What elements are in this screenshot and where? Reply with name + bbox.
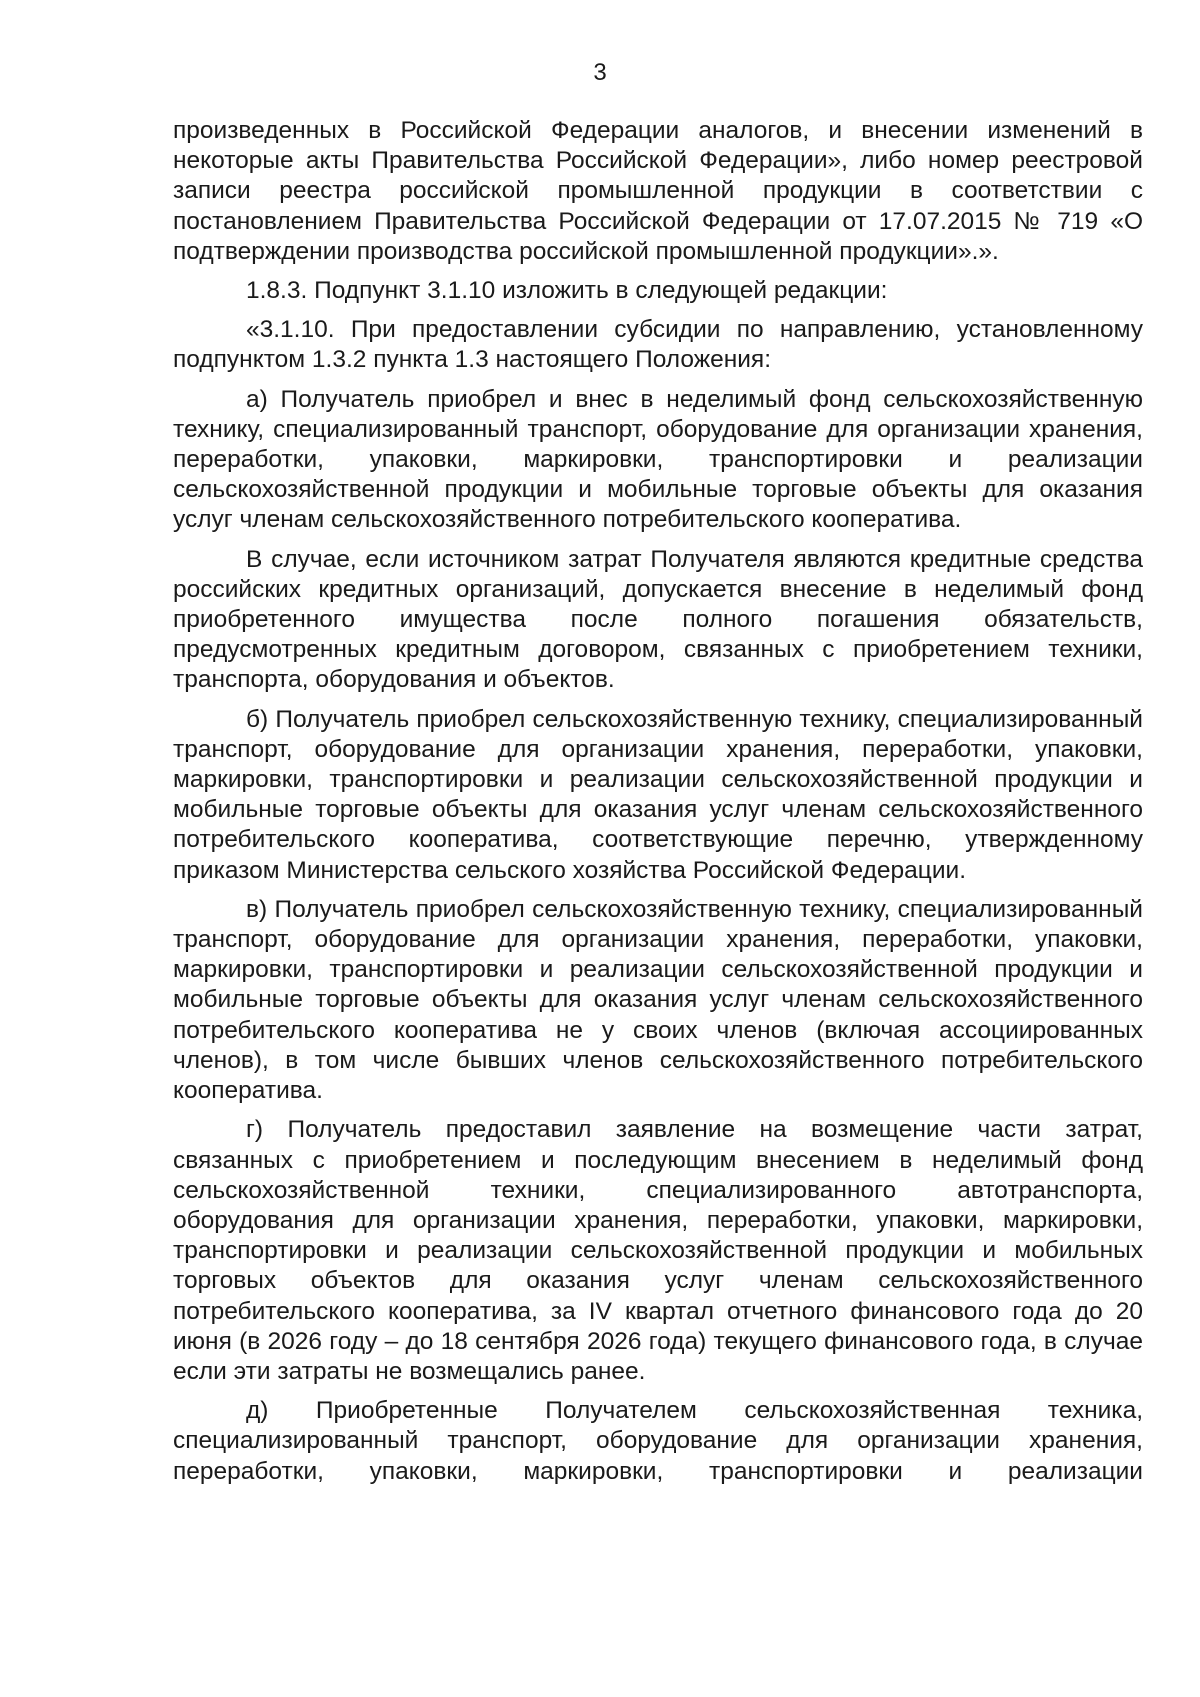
paragraph-item-a: а) Получатель приобрел и внес в неделимый фонд сельскохозяйственную технику, специализированный транспорт, оборудование для организации хранения, переработки, упаковки, маркировки, транспортировки и реализации сельскохозяйственной продукции и мобильные торговые объекты для оказания услуг членам сельскохозяйственного потребительского кооператива. — [173, 385, 1143, 534]
paragraph-item-b: б) Получатель приобрел сельскохозяйственную технику, специализированный транспорт, оборудование для организации хранения, переработки, упаковки, маркировки, транспортировки и реализации сельскохозяйственной продукции и мобильные торговые объекты для оказания услуг членам сельскохозяйственного потребительского кооператива, соответствующие перечню, утвержденному приказом Министерства сельского хозяйства Российской Федерации. — [173, 705, 1143, 884]
paragraph-item-d: д) Приобретенные Получателем сельскохозяйственная техника, специализированный транспорт, оборудование для организации хранения, переработки, упаковки, маркировки, транспортировки и реализации — [173, 1397, 1143, 1485]
paragraph-credit-case: В случае, если источником затрат Получателя являются кредитные средства российских кредитных организаций, допускается внесение в неделимый фонд приобретенного имущества после полного погашения обязательств, предусмотренных кредитным договором, связанных с приобретением техники, транспорта, оборудования и объектов. — [173, 545, 1143, 694]
document-body — [173, 116, 1143, 1487]
paragraph-continuation: произведенных в Российской Федерации аналогов, и внесении изменений в некоторые акты Правительства Российской Федерации», либо номер реестровой записи реестра российской промышленной продукции в соответствии с постановлением Правительства Российской Федерации от 17.07.2015 № 719 «О подтверждении производства российской промышленной продукции».». — [173, 117, 1143, 265]
paragraph-1-8-3: 1.8.3. Подпункт 3.1.10 изложить в следующей редакции: — [246, 277, 888, 305]
paragraph-item-v: в) Получатель приобрел сельскохозяйственную технику, специализированный транспорт, оборудование для организации хранения, переработки, упаковки, маркировки, транспортировки и реализации сельскохозяйственной продукции и мобильные торговые объекты для оказания услуг членам сельскохозяйственного потребительского кооператива не у своих членов (включая ассоциированных членов), в том числе бывших членов сельскохозяйственного потребительского кооператива. — [173, 895, 1143, 1105]
page-number: 3 — [593, 59, 607, 86]
paragraph-item-g: г) Получатель предоставил заявление на возмещение части затрат, связанных с приобретением и последующим внесением в неделимый фонд сельскохозяйственной техники, специализированного автотранспорта, оборудования для организации хранения, переработки, упаковки, маркировки, транспортировки и реализации сельскохозяйственной продукции и мобильных торговых объектов для оказания услуг членам сельскохозяйственного потребительского кооператива, за IV квартал отчетного финансового года до 20 июня (в 2026 году – до 18 сентября 2026 года) текущего финансового года, в случае если эти затраты не возмещались ранее. — [173, 1116, 1143, 1385]
paragraph-3-1-10: «3.1.10. При предоставлении субсидии по направлению, установленному подпунктом 1.3.2 пункта 1.3 настоящего Положения: — [173, 316, 1143, 374]
